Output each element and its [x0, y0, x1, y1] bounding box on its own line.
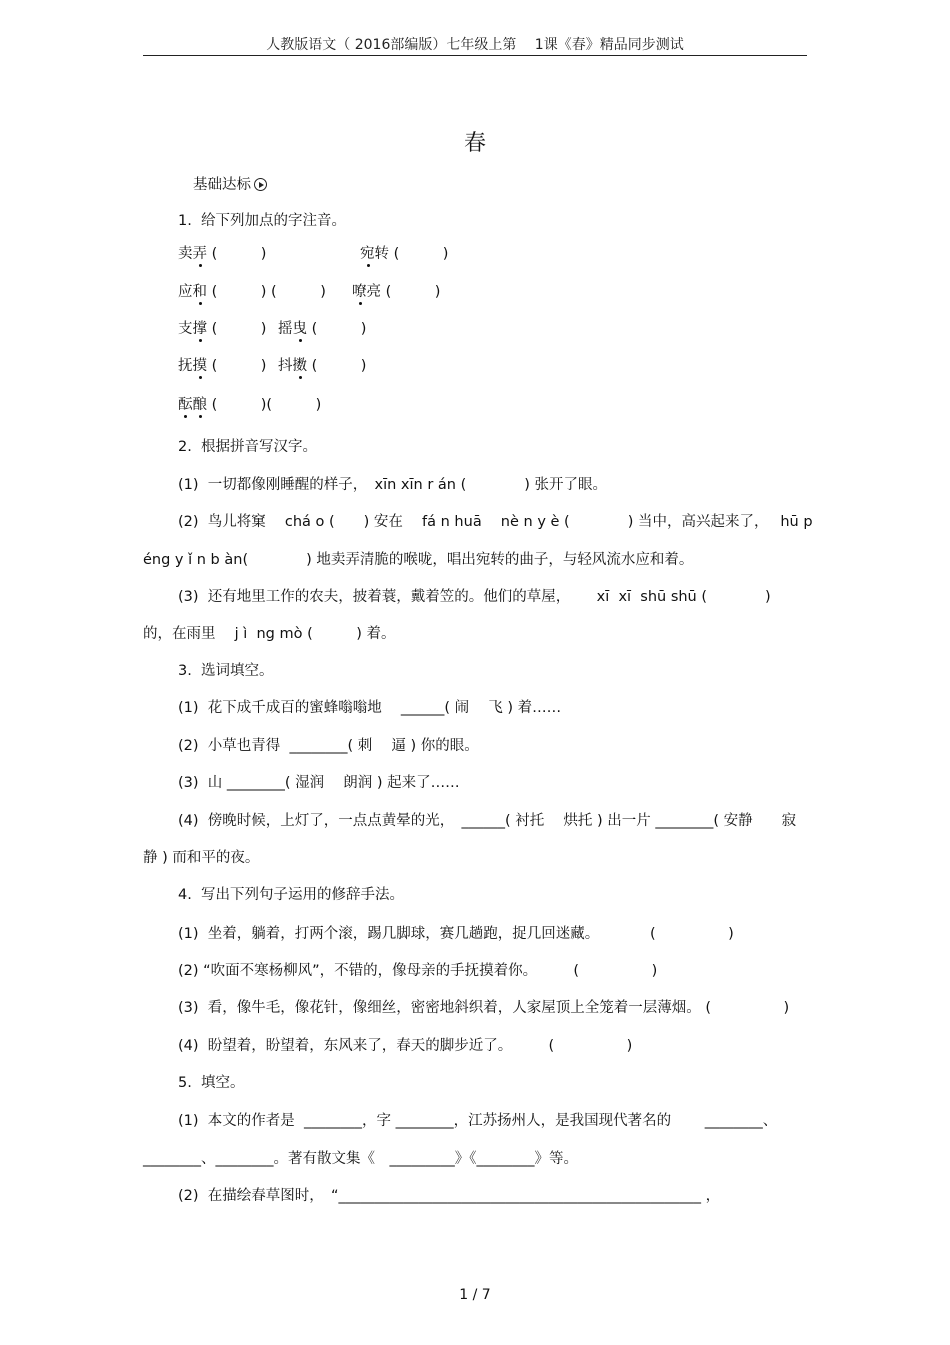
q3-item-2: (2) 小草也青得 ________( 刺 逼 ) 你的眼。 — [178, 738, 479, 754]
q1-item-yaoye: 摇曳 ( ) — [278, 321, 367, 337]
q5-item-1-line-1: (1) 本文的作者是 ________，字 ________，江苏扬州人，是我国现代著名的 ________、 — [178, 1113, 778, 1129]
q1-item-wanzhuan: 宛转 ( ) — [360, 246, 449, 262]
emphasis-dot — [199, 415, 202, 418]
question-3-prompt: 3. 选词填空。 — [178, 663, 274, 679]
play-circle-icon — [254, 178, 267, 191]
q3-item-3: (3) 山 ________( 湿润 朗润 ) 起来了…… — [178, 775, 460, 791]
q4-item-1: (1) 坐着，躺着，打两个滚，踢几脚球，赛几趟跑，捉几回迷藏。 ( ) — [178, 926, 734, 942]
emphasis-dot — [199, 376, 202, 379]
q1-item-fumo: 抚摸 ( ) — [178, 358, 267, 374]
emphasis-dot — [299, 339, 302, 342]
q4-item-4: (4) 盼望着，盼望着，东风来了，春天的脚步近了。 ( ) — [178, 1038, 633, 1054]
emphasis-dot — [199, 339, 202, 342]
q2-sentence-1: (1) 一切都像刚睡醒的样子， xīn xīn r án ( ) 张开了眼。 — [178, 477, 608, 493]
emphasis-dot — [184, 415, 187, 418]
q3-item-1: (1) 花下成千成百的蜜蜂嗡嗡地 ______( 闹 飞 ) 着…… — [178, 700, 562, 716]
q1-item-yunniang: 酝酿 ( )( ) — [178, 397, 322, 413]
q3-item-4-line-2: 静 ) 而和平的夜。 — [143, 850, 260, 866]
q1-item-zhicheng: 支撑 ( ) — [178, 321, 267, 337]
q5-item-2: (2) 在描绘春草图时， “__________________________________________________ ， — [178, 1188, 721, 1204]
q2-sentence-2-line-2: éng y ǐ n b àn( ) 地卖弄清脆的喉咙，唱出宛转的曲子，与轻风流水应和着。 — [143, 552, 694, 568]
q1-item-dousou: 抖擞 ( ) — [278, 358, 367, 374]
q2-sentence-3-line-2: 的，在雨里 j ì ng mò ( ) 着。 — [143, 626, 396, 642]
question-1-prompt: 1. 给下列加点的字注音。 — [178, 213, 347, 229]
q1-item-liaoliang: 嘹亮 ( ) — [352, 284, 441, 300]
emphasis-dot — [359, 302, 362, 305]
q1-item-maineng: 卖弄 ( ) — [178, 246, 267, 262]
page-number: 1 / 7 — [459, 1287, 491, 1303]
header-rule — [143, 55, 807, 56]
emphasis-dot — [299, 376, 302, 379]
q1-item-yinghe: 应和 ( ) ( ) — [178, 284, 326, 300]
q2-sentence-3-line-1: (3) 还有地里工作的农夫，披着蓑，戴着笠的。他们的草屋， xī xī shū shū ( ) — [178, 589, 771, 605]
section-label: 基础达标 — [193, 177, 251, 193]
q2-sentence-2-line-1: (2) 鸟儿将窠 chá o ( ) 安在 fá n huā nè n y è ( ) 当中，高兴起来了， hū p — [178, 514, 813, 530]
page-title: 春 — [463, 131, 486, 156]
q5-item-1-line-2: ________、________。著有散文集《 _________》《________》等。 — [143, 1151, 578, 1167]
question-4-prompt: 4. 写出下列句子运用的修辞手法。 — [178, 887, 405, 903]
emphasis-dot — [367, 264, 370, 267]
section-heading — [193, 173, 267, 194]
emphasis-dot — [199, 302, 202, 305]
emphasis-dot — [199, 264, 202, 267]
q4-item-3: (3) 看，像牛毛，像花针，像细丝，密密地斜织着，人家屋顶上全笼着一层薄烟。 ( ) — [178, 1000, 790, 1016]
q3-item-4-line-1: (4) 傍晚时候，上灯了，一点点黄晕的光， ______( 衬托 烘托 ) 出一片 ________( 安静 寂 — [178, 813, 797, 829]
running-header: 人教版语文（ 2016部编版）七年级上第 1课《春》精品同步测试 — [266, 37, 684, 53]
question-2-prompt: 2. 根据拼音写汉字。 — [178, 439, 318, 455]
q4-item-2: (2) “吹面不寒杨柳风”，不错的，像母亲的手抚摸着你。 ( ) — [178, 963, 658, 979]
question-5-prompt: 5. 填空。 — [178, 1075, 245, 1091]
